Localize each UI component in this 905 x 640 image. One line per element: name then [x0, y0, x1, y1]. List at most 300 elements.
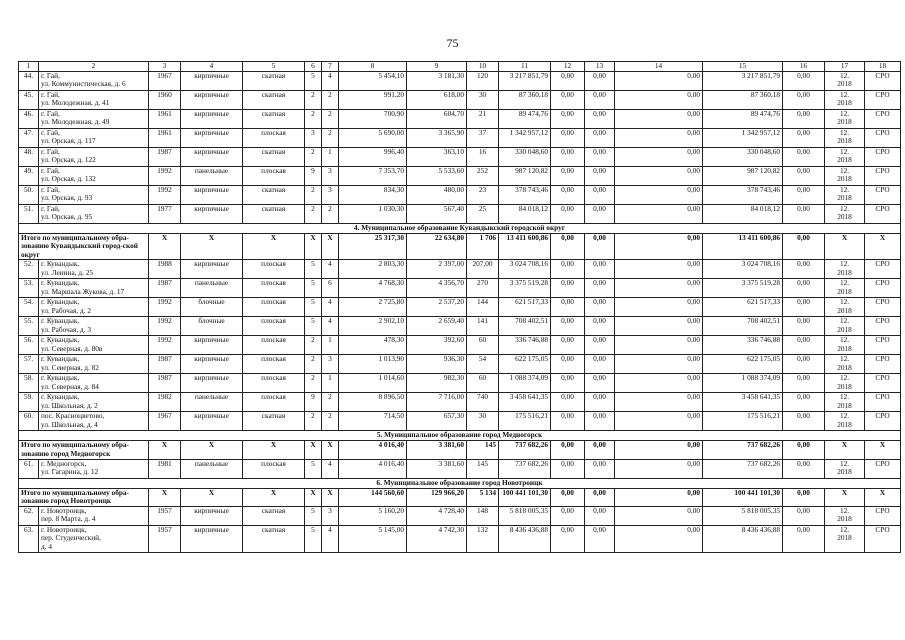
cost-owners: 621 517,33	[703, 298, 783, 317]
wall-material: блочные	[181, 298, 243, 317]
fund-method: СРО	[865, 393, 901, 412]
row-number: 54.	[19, 298, 39, 317]
cost-regional: 0,00	[585, 317, 615, 336]
total-area: 700,90	[339, 109, 407, 128]
address-line-2: ул. Молодежная, д. 49	[41, 117, 110, 127]
table-row	[19, 279, 901, 298]
cost-regional: 0,00	[585, 298, 615, 317]
address-line-2: ул. Орская, д. 93	[41, 193, 93, 203]
cost-owners: 336 746,88	[703, 336, 783, 355]
entrances-count: 2	[322, 109, 339, 128]
fund-method: СРО	[865, 147, 901, 166]
completion-month: 12.	[839, 259, 850, 269]
living-area: 392,60	[407, 336, 467, 355]
fund-method: СРО	[865, 279, 901, 298]
completion-year: 2018	[837, 381, 852, 391]
address	[39, 185, 149, 204]
fund-method: СРО	[865, 525, 901, 552]
residents-count: 145	[467, 441, 499, 459]
address	[39, 109, 149, 128]
fund-method: СРО	[865, 166, 901, 185]
living-area: 4 742,30	[407, 525, 467, 552]
floors-count: 2	[305, 109, 322, 128]
completion-month: 12.	[839, 147, 850, 156]
column-number: 9	[407, 62, 467, 72]
residents-count: 270	[467, 279, 499, 298]
cost-specific: 0,00	[783, 185, 825, 204]
residents-count: 25	[467, 204, 499, 223]
section-header-row	[19, 478, 901, 488]
cost-regional: 0,00	[585, 260, 615, 279]
cost-local: 0,00	[615, 166, 703, 185]
x-mark: X	[243, 441, 305, 459]
completion-year: 2018	[837, 324, 852, 334]
address-line-1: г. Кувандык,	[41, 316, 80, 326]
cost-specific: 0,00	[783, 204, 825, 223]
address-line-1: г. Гай,	[41, 71, 60, 80]
cost-federal: 0,00	[551, 506, 585, 525]
residents-count: 144	[467, 298, 499, 317]
roof-type: скатная	[243, 109, 305, 128]
completion-month: 12.	[839, 204, 850, 213]
column-number: 2	[39, 62, 149, 72]
floors-count: 5	[305, 71, 322, 90]
cost-owners: 737 682,26	[703, 441, 783, 459]
floors-count: 5	[305, 525, 322, 552]
repair-cost-total: 737 682,26	[499, 459, 551, 478]
address-line-2: ул. Орская, д. 122	[41, 155, 96, 165]
cost-regional: 0,00	[585, 506, 615, 525]
address-line-2: ул. Маршала Жукова, д. 17	[41, 286, 125, 296]
address-line-2: ул. Коммунистическая, д. 6	[41, 79, 126, 89]
cost-owners: 3 458 641,35	[703, 393, 783, 412]
completion-month: 12.	[839, 411, 850, 421]
column-number: 11	[499, 62, 551, 72]
x-mark: X	[322, 441, 339, 459]
residents-count: 30	[467, 90, 499, 109]
x-mark: X	[305, 233, 322, 260]
address-line-2: ул. Ленина, д. 25	[41, 267, 94, 277]
cost-local: 0,00	[615, 204, 703, 223]
address	[39, 298, 149, 317]
cost-specific: 0,00	[783, 128, 825, 147]
total-area: 2 803,30	[339, 260, 407, 279]
cost-regional: 0,00	[585, 279, 615, 298]
address-line-1: г. Гай,	[41, 185, 60, 194]
x-mark: X	[322, 233, 339, 260]
address-line-1: г. Гай,	[41, 90, 60, 99]
completion-month: 12.	[839, 90, 850, 99]
total-area: 2 725,80	[339, 298, 407, 317]
repair-cost-total: 708 402,51	[499, 317, 551, 336]
cost-owners: 1 088 374,09	[703, 374, 783, 393]
living-area: 7 716,00	[407, 393, 467, 412]
table-row	[19, 71, 901, 90]
address-line-1: г. Гай,	[41, 128, 60, 137]
column-number-row	[19, 62, 901, 72]
address	[39, 459, 149, 478]
fund-method: СРО	[865, 260, 901, 279]
x-mark: X	[149, 233, 181, 260]
completion-month: 12.	[839, 354, 850, 364]
completion-date	[825, 109, 865, 128]
total-area: 991,20	[339, 90, 407, 109]
entrances-count: 3	[322, 166, 339, 185]
residents-count: 23	[467, 185, 499, 204]
total-area: 4 016,40	[339, 441, 407, 459]
repair-cost-total: 89 474,76	[499, 109, 551, 128]
roof-type: плоская	[243, 459, 305, 478]
cost-specific: 0,00	[783, 147, 825, 166]
table-row	[19, 90, 901, 109]
address-line-1: г. Кувандык,	[41, 392, 80, 402]
total-area: 1 030,30	[339, 204, 407, 223]
entrances-count: 4	[322, 459, 339, 478]
completion-date	[825, 506, 865, 525]
roof-type: плоская	[243, 260, 305, 279]
cost-owners: 5 818 005,35	[703, 506, 783, 525]
fund-method: СРО	[865, 317, 901, 336]
row-number: 59.	[19, 393, 39, 412]
repair-cost-total: 330 048,60	[499, 147, 551, 166]
table-row	[19, 185, 901, 204]
entrances-count: 3	[322, 185, 339, 204]
residents-count: 207,00	[467, 260, 499, 279]
cost-local: 0,00	[615, 147, 703, 166]
address-line-2: ул. Орская, д. 117	[41, 136, 96, 146]
column-number: 15	[703, 62, 783, 72]
address-line-2: ул. Орская, д. 95	[41, 212, 93, 222]
table-row	[19, 166, 901, 185]
section-title: 4. Муниципальное образование Кувандыкский городской округ	[19, 223, 901, 233]
floors-count: 2	[305, 374, 322, 393]
address-line-1: г. Кувандык,	[41, 373, 80, 383]
address-line-1: г. Гай,	[41, 109, 60, 118]
wall-material: кирпичные	[181, 506, 243, 525]
x-mark: X	[825, 233, 865, 260]
fund-method: СРО	[865, 204, 901, 223]
roof-type: плоская	[243, 166, 305, 185]
cost-regional: 0,00	[585, 128, 615, 147]
floors-count: 2	[305, 90, 322, 109]
row-number: 51.	[19, 204, 39, 223]
column-number: 3	[149, 62, 181, 72]
subtotal-label: Итого по муниципальному обра-зованию Кувандыкский город-ской округ	[19, 233, 149, 260]
completion-date	[825, 166, 865, 185]
floors-count: 2	[305, 185, 322, 204]
total-area: 1 014,60	[339, 374, 407, 393]
cost-regional: 0,00	[585, 204, 615, 223]
cost-specific: 0,00	[783, 298, 825, 317]
roof-type: скатная	[243, 204, 305, 223]
fund-method: СРО	[865, 412, 901, 431]
completion-date	[825, 71, 865, 90]
floors-count: 5	[305, 506, 322, 525]
cost-federal: 0,00	[551, 90, 585, 109]
row-number: 48.	[19, 147, 39, 166]
cost-regional: 0,00	[585, 355, 615, 374]
column-number: 1	[19, 62, 39, 72]
entrances-count: 4	[322, 525, 339, 552]
build-year: 1957	[149, 525, 181, 552]
residents-count: 60	[467, 336, 499, 355]
cost-owners: 737 682,26	[703, 459, 783, 478]
cost-federal: 0,00	[551, 355, 585, 374]
completion-date	[825, 90, 865, 109]
completion-year: 2018	[837, 419, 852, 429]
residents-count: 145	[467, 459, 499, 478]
floors-count: 5	[305, 260, 322, 279]
entrances-count: 1	[322, 374, 339, 393]
fund-method: СРО	[865, 71, 901, 90]
cost-local: 0,00	[615, 90, 703, 109]
wall-material: панельные	[181, 393, 243, 412]
table-row	[19, 412, 901, 431]
roof-type: скатная	[243, 412, 305, 431]
register-table	[18, 61, 901, 553]
column-number: 14	[615, 62, 703, 72]
floors-count: 2	[305, 204, 322, 223]
total-area: 5 145,00	[339, 525, 407, 552]
wall-material: панельные	[181, 459, 243, 478]
address-line-2: ул. Школьная, д. 4	[41, 419, 98, 429]
total-area: 1 013,90	[339, 355, 407, 374]
address-line-2: ул. Орская, д. 132	[41, 174, 96, 184]
completion-year: 2018	[837, 400, 852, 410]
build-year: 1992	[149, 185, 181, 204]
cost-specific: 0,00	[783, 260, 825, 279]
repair-cost-total: 84 018,12	[499, 204, 551, 223]
cost-owners: 622 175,05	[703, 355, 783, 374]
completion-month: 12.	[839, 278, 850, 288]
cost-federal: 0,00	[551, 374, 585, 393]
cost-local: 0,00	[615, 317, 703, 336]
wall-material: блочные	[181, 317, 243, 336]
roof-type: плоская	[243, 393, 305, 412]
roof-type: скатная	[243, 506, 305, 525]
completion-date	[825, 393, 865, 412]
living-area: 4 728,40	[407, 506, 467, 525]
cost-federal: 0,00	[551, 441, 585, 459]
section-title: 6. Муниципальное образование город Новотроицк	[19, 478, 901, 488]
cost-owners: 987 120,82	[703, 166, 783, 185]
floors-count: 2	[305, 336, 322, 355]
column-number: 10	[467, 62, 499, 72]
total-area: 5 160,20	[339, 506, 407, 525]
repair-cost-total: 87 360,18	[499, 90, 551, 109]
cost-specific: 0,00	[783, 71, 825, 90]
completion-year: 2018	[837, 193, 852, 203]
cost-owners: 13 411 600,86	[703, 233, 783, 260]
living-area: 936,30	[407, 355, 467, 374]
completion-year: 2018	[837, 267, 852, 277]
address-line-1: г. Кувандык,	[41, 278, 80, 288]
completion-year: 2018	[837, 514, 852, 524]
cost-federal: 0,00	[551, 459, 585, 478]
fund-method: СРО	[865, 355, 901, 374]
cost-regional: 0,00	[585, 90, 615, 109]
total-area: 714,50	[339, 412, 407, 431]
table-row	[19, 393, 901, 412]
cost-regional: 0,00	[585, 393, 615, 412]
living-area: 567,40	[407, 204, 467, 223]
cost-federal: 0,00	[551, 317, 585, 336]
roof-type: плоская	[243, 317, 305, 336]
table-row	[19, 204, 901, 223]
completion-year: 2018	[837, 286, 852, 296]
x-mark: X	[825, 441, 865, 459]
build-year: 1992	[149, 298, 181, 317]
entrances-count: 2	[322, 90, 339, 109]
cost-local: 0,00	[615, 279, 703, 298]
roof-type: плоская	[243, 298, 305, 317]
wall-material: кирпичные	[181, 355, 243, 374]
cost-federal: 0,00	[551, 204, 585, 223]
wall-material: кирпичные	[181, 336, 243, 355]
cost-regional: 0,00	[585, 166, 615, 185]
completion-date	[825, 317, 865, 336]
completion-year: 2018	[837, 136, 852, 146]
build-year: 1957	[149, 506, 181, 525]
floors-count: 2	[305, 147, 322, 166]
column-number: 12	[551, 62, 585, 72]
wall-material: панельные	[181, 166, 243, 185]
address-line-3: д. 4	[41, 541, 53, 551]
x-mark: X	[149, 488, 181, 506]
x-mark: X	[243, 488, 305, 506]
living-area: 982,30	[407, 374, 467, 393]
build-year: 1987	[149, 147, 181, 166]
x-mark: X	[181, 233, 243, 260]
residents-count: 141	[467, 317, 499, 336]
cost-local: 0,00	[615, 488, 703, 506]
total-area: 144 560,60	[339, 488, 407, 506]
address-line-1: г. Гай,	[41, 204, 60, 213]
cost-local: 0,00	[615, 71, 703, 90]
entrances-count: 2	[322, 393, 339, 412]
row-number: 63.	[19, 525, 39, 552]
cost-owners: 100 441 101,30	[703, 488, 783, 506]
repair-cost-total: 175 516,21	[499, 412, 551, 431]
entrances-count: 3	[322, 506, 339, 525]
address	[39, 147, 149, 166]
cost-specific: 0,00	[783, 109, 825, 128]
cost-owners: 84 018,12	[703, 204, 783, 223]
address-line-2: пер. Студенческий,	[41, 533, 101, 543]
row-number: 60.	[19, 412, 39, 431]
completion-date	[825, 355, 865, 374]
table-row	[19, 128, 901, 147]
residents-count: 148	[467, 506, 499, 525]
row-number: 55.	[19, 317, 39, 336]
completion-month: 12.	[839, 109, 850, 118]
living-area: 2 397,00	[407, 260, 467, 279]
cost-local: 0,00	[615, 233, 703, 260]
row-number: 47.	[19, 128, 39, 147]
entrances-count: 2	[322, 412, 339, 431]
repair-cost-total: 5 818 005,35	[499, 506, 551, 525]
completion-date	[825, 204, 865, 223]
total-area: 996,40	[339, 147, 407, 166]
x-mark: X	[865, 233, 901, 260]
cost-local: 0,00	[615, 128, 703, 147]
completion-date	[825, 374, 865, 393]
cost-local: 0,00	[615, 459, 703, 478]
repair-cost-total: 622 175,05	[499, 355, 551, 374]
total-area: 5 690,00	[339, 128, 407, 147]
wall-material: кирпичные	[181, 412, 243, 431]
address-line-1: г. Медногорск,	[41, 459, 87, 468]
address-line-2: ул. Школьная, д. 2	[41, 400, 98, 410]
column-number: 6	[305, 62, 322, 72]
cost-specific: 0,00	[783, 506, 825, 525]
wall-material: кирпичные	[181, 204, 243, 223]
address-line-1: г. Гай,	[41, 166, 60, 175]
address	[39, 204, 149, 223]
cost-regional: 0,00	[585, 488, 615, 506]
residents-count: 1 706	[467, 233, 499, 260]
table-row	[19, 109, 901, 128]
column-number: 7	[322, 62, 339, 72]
floors-count: 3	[305, 128, 322, 147]
completion-date	[825, 525, 865, 552]
cost-owners: 3 024 708,16	[703, 260, 783, 279]
address	[39, 374, 149, 393]
fund-method: СРО	[865, 185, 901, 204]
cost-federal: 0,00	[551, 166, 585, 185]
x-mark: X	[243, 233, 305, 260]
cost-specific: 0,00	[783, 233, 825, 260]
completion-year: 2018	[837, 98, 852, 108]
section-header-row	[19, 431, 901, 441]
fund-method: СРО	[865, 506, 901, 525]
x-mark: X	[305, 441, 322, 459]
row-number: 50.	[19, 185, 39, 204]
cost-local: 0,00	[615, 525, 703, 552]
completion-date	[825, 279, 865, 298]
build-year: 1961	[149, 109, 181, 128]
wall-material: панельные	[181, 279, 243, 298]
living-area: 363,10	[407, 147, 467, 166]
x-mark: X	[865, 488, 901, 506]
repair-cost-total: 1 088 374,09	[499, 374, 551, 393]
cost-regional: 0,00	[585, 233, 615, 260]
completion-date	[825, 185, 865, 204]
completion-year: 2018	[837, 305, 852, 315]
completion-date	[825, 128, 865, 147]
completion-year: 2018	[837, 117, 852, 127]
cost-local: 0,00	[615, 260, 703, 279]
completion-month: 12.	[839, 166, 850, 175]
living-area: 2 659,40	[407, 317, 467, 336]
residents-count: 120	[467, 71, 499, 90]
cost-federal: 0,00	[551, 71, 585, 90]
completion-month: 12.	[839, 506, 850, 515]
cost-owners: 1 342 957,12	[703, 128, 783, 147]
build-year: 1992	[149, 336, 181, 355]
address-line-1: г. Новотроицк,	[41, 525, 87, 534]
entrances-count: 3	[322, 355, 339, 374]
subtotal-row	[19, 488, 901, 506]
x-mark: X	[865, 441, 901, 459]
roof-type: скатная	[243, 525, 305, 552]
cost-federal: 0,00	[551, 109, 585, 128]
column-number: 8	[339, 62, 407, 72]
cost-federal: 0,00	[551, 128, 585, 147]
row-number: 56.	[19, 336, 39, 355]
roof-type: плоская	[243, 279, 305, 298]
completion-date	[825, 298, 865, 317]
